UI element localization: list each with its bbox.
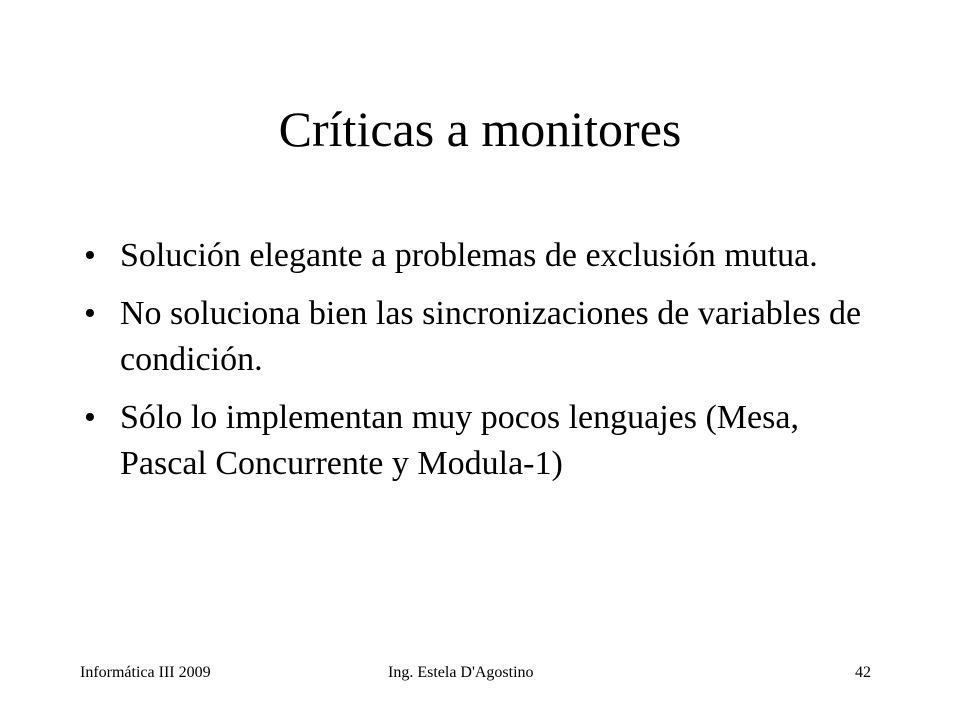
bullet-icon: •: [84, 295, 96, 332]
footer-course: Informática III 2009: [80, 664, 211, 681]
bullet-list: [80, 233, 880, 499]
footer-author: Ing. Estela D'Agostino: [388, 664, 534, 681]
bullet-item: [80, 395, 880, 487]
bullet-item: [80, 291, 880, 383]
bullet-icon: •: [84, 237, 96, 274]
footer-page-number: 42: [855, 664, 871, 681]
bullet-text: Solución elegante a problemas de exclusión mutua.: [120, 237, 818, 274]
bullet-item: [80, 233, 880, 279]
bullet-text: Sólo lo implementan muy pocos lenguajes (Mesa, Pascal Concurrente y Modula-1): [120, 399, 799, 482]
bullet-text: No soluciona bien las sincronizaciones de variables de condición.: [120, 295, 862, 378]
slide-title: Críticas a monitores: [278, 101, 682, 157]
bullet-icon: •: [84, 399, 96, 436]
